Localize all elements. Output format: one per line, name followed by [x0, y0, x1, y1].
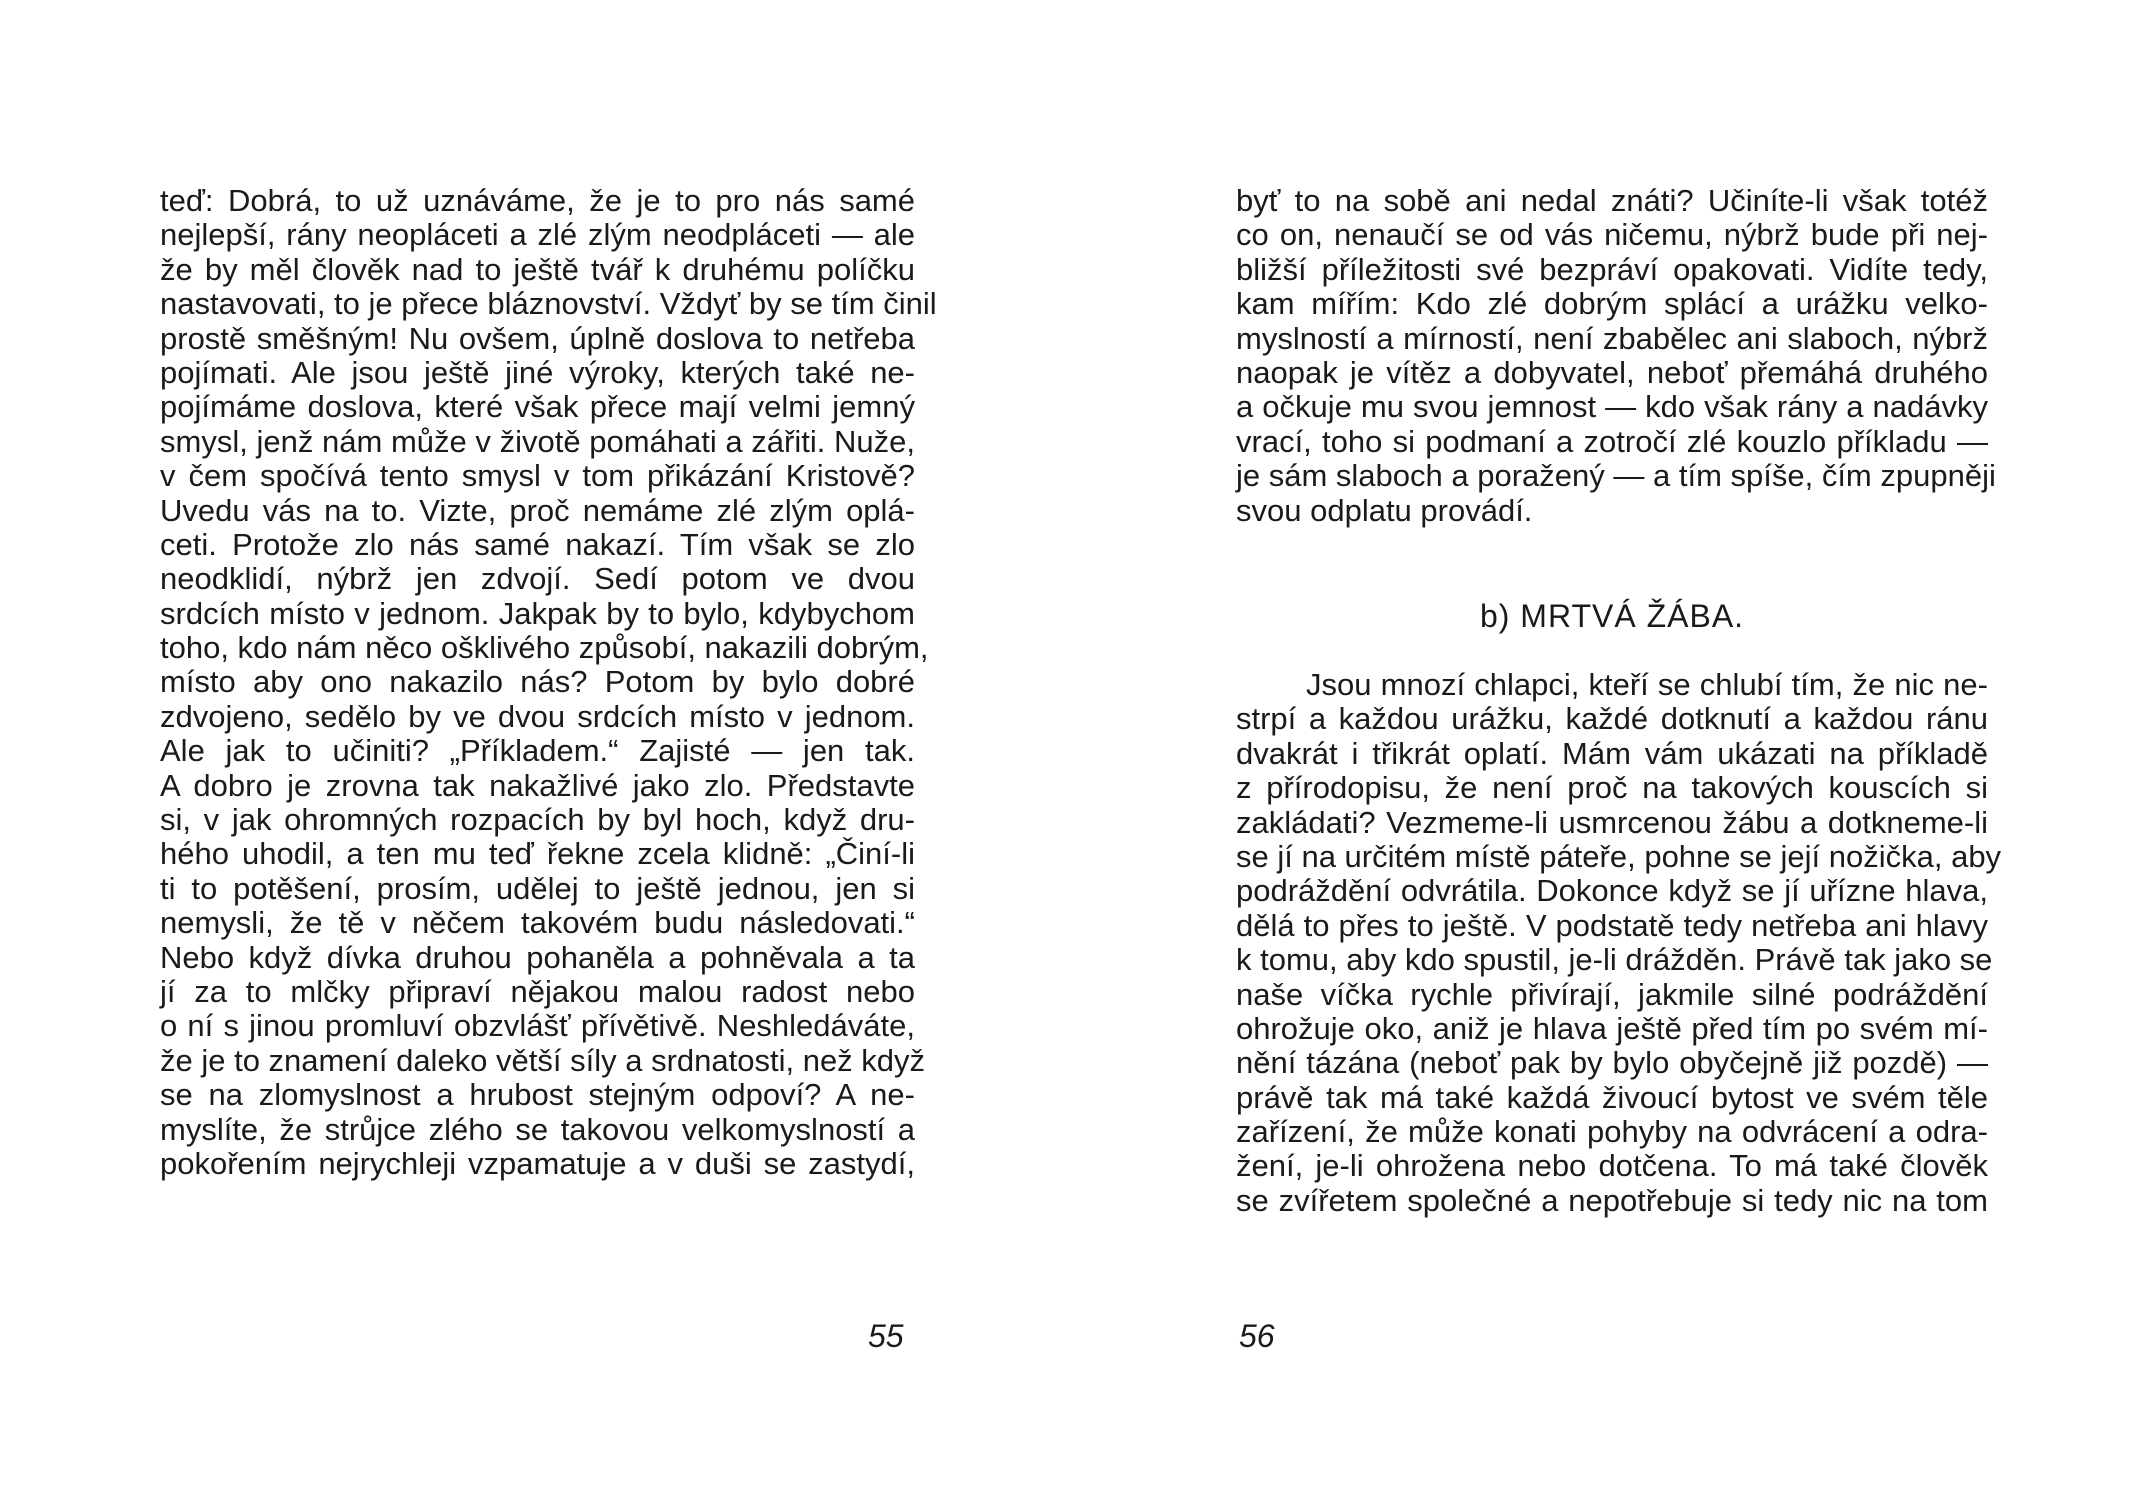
text-line: nejlepší, rány neopláceti a zlé zlým neodpláceti — ale [160, 217, 915, 253]
text-line: Ale jak to učiniti? „Příkladem.“ Zajisté — jen tak. [160, 733, 915, 769]
text-line: zakládati? Vezmeme-li usmrcenou žábu a dotkneme-li [1236, 804, 1988, 840]
text-line: zařízení, že může konati pohyby na odvrácení a odra- [1236, 1114, 1988, 1150]
section-heading: b) MRTVÁ ŽÁBA. [1479, 598, 1745, 634]
text-line: že by měl člověk nad to ještě tvář k druhému políčku [160, 251, 915, 287]
text-line: Uvedu vás na to. Vizte, proč nemáme zlé zlým oplá- [160, 492, 915, 528]
text-line: Jsou mnozí chlapci, kteří se chlubí tím, že nic ne- [1306, 667, 1988, 702]
text-line: k tomu, aby kdo spustil, je-li drážděn. Právě tak jako se [1236, 942, 1993, 978]
text-line: co on, nenaučí se od vás ničemu, nýbrž bude při nej- [1236, 217, 1988, 253]
text-line: pokořením nejrychleji vzpamatuje a v duši se zastydí, [160, 1145, 915, 1181]
text-line: se jí na určitém místě páteře, pohne se její nožička, aby [1236, 838, 2002, 874]
text-line: hého uhodil, a ten mu teď řekne zcela klidně: „Činí-li [160, 836, 915, 872]
text-line: ti to potěšení, prosím, udělej to ještě jednou, jen si [160, 870, 915, 906]
text-line: naše víčka rychle přivírají, jakmile silné podráždění [1236, 976, 1988, 1012]
text-line: je sám slaboch a poražený — a tím spíše, čím zpupněji [1236, 458, 1996, 494]
right-page [1069, 0, 2138, 1500]
page-number: 55 [868, 1318, 904, 1354]
text-line: si, v jak ohromných rozpacích by byl hoch, když dru- [160, 802, 915, 838]
text-line: myslíte, že strůjce zlého se takovou velkomyslností a [160, 1111, 915, 1147]
text-line: naopak je vítěz a dobyvatel, neboť přemáhá druhého [1236, 354, 1988, 390]
text-line: právě tak má také každá živoucí bytost ve svém těle [1236, 1079, 1988, 1115]
text-line: nění tázána (neboť pak by bylo obyčejně již pozdě) — [1236, 1045, 1988, 1081]
text-line: byť to na sobě ani nedal znáti? Učiníte-li však totéž [1236, 183, 1988, 218]
text-line: bližší příležitosti své bezpráví opakovati. Vidíte tedy, [1236, 251, 1988, 287]
text-line: pojímati. Ale jsou ještě jiné výroky, kterých také ne- [160, 354, 915, 390]
text-line: svou odplatu provádí. [1236, 492, 1533, 528]
text-line: prostě směšným! Nu ovšem, úplně doslova to netřeba [160, 320, 915, 356]
text-line: strpí a každou urážku, každé dotknutí a každou ránu [1236, 701, 1988, 737]
text-line: dělá to přes to ještě. V podstatě tedy netřeba ani hlavy [1236, 907, 1988, 943]
text-line: v čem spočívá tento smysl v tom přikázání Kristově? [160, 458, 915, 494]
text-line: nastavovati, to je přece bláznovství. Vždyť by se tím činil [160, 286, 937, 322]
left-page-body [160, 183, 937, 1181]
text-line: neodklidí, nýbrž jen zdvojí. Sedí potom ve dvou [160, 561, 915, 597]
text-line: se zvířetem společné a nepotřebuje si tedy nic na tom [1236, 1182, 1988, 1218]
text-line: kam mířím: Kdo zlé dobrým splácí a urážku velko- [1236, 286, 1988, 322]
text-line: se na zlomyslnost a hrubost stejným odpoví? A ne- [160, 1077, 915, 1113]
text-line: zdvojeno, sedělo by ve dvou srdcích místo v jednom. [160, 698, 915, 734]
text-line: pojímáme doslova, které však přece mají velmi jemný [160, 389, 915, 425]
text-line: podráždění odvrátila. Dokonce když se jí uřízne hlava, [1236, 873, 1988, 909]
right-page-body-bottom [1236, 667, 2002, 1218]
text-line: vrací, toho si podmaní a zotročí zlé kouzlo příkladu — [1236, 423, 1988, 459]
text-line: myslností a mírností, není zbabělec ani slaboch, nýbrž [1236, 320, 1988, 356]
text-line: nemysli, že tě v něčem takovém budu následovati.“ [160, 905, 915, 941]
page-number: 56 [1239, 1318, 1275, 1354]
text-line: Nebo když dívka druhou pohaněla a pohněvala a ta [160, 939, 915, 975]
text-line: žení, je-li ohrožena nebo dotčena. To má také člověk [1236, 1148, 1988, 1184]
text-line: A dobro je zrovna tak nakažlivé jako zlo. Představte [160, 767, 915, 803]
text-line: z přírodopisu, že není proč na takových kouscích si [1236, 770, 1988, 806]
text-line: toho, kdo nám něco ošklivého způsobí, nakazili dobrým, [160, 630, 929, 666]
text-line: o ní s jinou promluví obzvlášť přívětivě. Neshledáváte, [160, 1008, 915, 1044]
text-line: místo aby ono nakazilo nás? Potom by bylo dobré [160, 664, 915, 700]
text-line: srdcích místo v jednom. Jakpak by to bylo, kdybychom [160, 595, 915, 631]
text-line: ceti. Protože zlo nás samé nakazí. Tím však se zlo [160, 526, 915, 562]
text-line: smysl, jenž nám může v životě pomáhati a zářiti. Nuže, [160, 423, 915, 459]
text-line: dvakrát i třikrát oplatí. Mám vám ukázati na příkladě [1236, 735, 1988, 771]
text-line: a očkuje mu svou jemnost — kdo však rány a nadávky [1236, 389, 1988, 425]
text-line: ohrožuje oko, aniž je hlava ještě před tím po svém mí- [1236, 1010, 1988, 1046]
text-line: jí za to mlčky připraví nějakou malou radost nebo [160, 973, 915, 1009]
text-line: teď: Dobrá, to už uznáváme, že je to pro nás samé [160, 183, 915, 218]
right-page-body-top [1236, 183, 1996, 528]
text-line: že je to znamení daleko větší síly a srdnatosti, než když [160, 1042, 926, 1078]
